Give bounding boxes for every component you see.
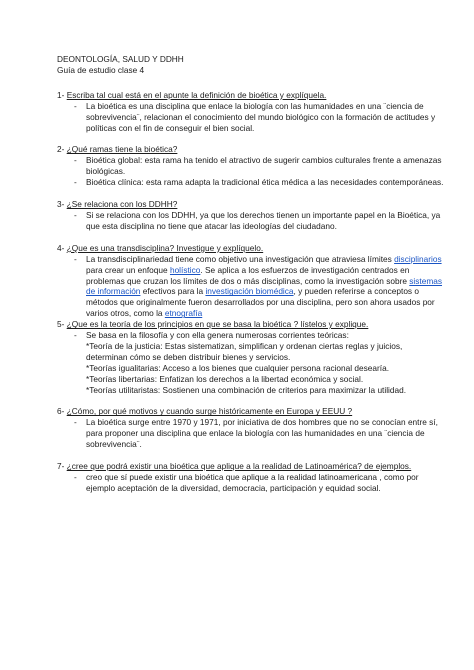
answer-text: . Se aplica a los esfuerzos de investigación centrados en problemas que cruzan los límites de dos o más disciplinas, como la investigación sobre [86, 264, 410, 286]
answer-text: , y pueden referirse a conceptos o métodos que originalmente fueron desarrollados por una disciplina, pero son ahora usados por varios otros, como la [86, 286, 435, 319]
question-text: ¿Se relaciona con los DDHH? [66, 199, 178, 210]
question-text: ¿cree que podrá existir una bioética que aplique a la realidad de Latinoamérica? de ejemplos. [66, 461, 412, 472]
answer-list-1 [57, 101, 444, 134]
link-sistemas-de-informacion[interactable]: sistemas de información [86, 275, 443, 297]
question-5 [57, 319, 444, 330]
theory-note: *Teorías utilitaristas: Sostienen una combinación de criterios para maximizar la utilidad. [86, 384, 407, 395]
question-number: 7- [57, 461, 67, 472]
question-3 [57, 199, 444, 210]
answer-list-2 [57, 155, 444, 188]
answer-list-5 [57, 330, 444, 341]
document-title: DEONTOLOGÍA, SALUD Y DDHH [57, 54, 184, 64]
answer-item: - creo que sí puede existir una bioética que aplique a la realidad latinoamericana , como por ejemplo aceptación de la diversidad, democracia, participación y equidad social. [57, 472, 444, 494]
question-number: 6- [57, 406, 67, 417]
question-6 [57, 406, 444, 417]
question-7 [57, 461, 444, 472]
answer-list-6 [57, 417, 444, 450]
answer-list-4 [57, 254, 444, 319]
answer-item: - Se basa en la filosofía y con ella genera numerosas corrientes teóricas: [57, 330, 444, 341]
answer-list-3 [57, 210, 444, 232]
answer-text: para crear un enfoque [86, 264, 170, 275]
question-text: ¿Cómo, por qué motivos y cuando surge históricamente en Europa y EEUU ? [66, 406, 353, 417]
answer-item: - La bioética es una disciplina que enlace la biología con las humanidades en una ¨ciencia de sobrevivencia¨, relacionan el conocimiento del mundo biológico con la formación de actitudes y políticas con el fin de conseguir el bien social. [57, 101, 444, 134]
question-1 [57, 90, 444, 101]
theory-note: *Teorías libertarias: Enfatizan los derechos a la libertad económica y social. [86, 373, 364, 384]
theory-note: *Teoría de la justicia: Estas sistematizan, simplifican y ordenan ciertas reglas y juicios, determinan cómo se deben distribuir bienes y servicios. [86, 340, 403, 362]
answer-item [57, 254, 444, 319]
document-subtitle: Guía de estudio clase 4 [57, 64, 145, 75]
link-disciplinarios[interactable]: disciplinarios [394, 253, 442, 264]
question-number: 2- [57, 144, 67, 155]
question-4 [57, 243, 444, 254]
question-text: Escriba tal cual está en el apunte la definición de bioética y explíquela. [66, 89, 327, 100]
question-number: 4- [57, 242, 67, 253]
theory-note: *Teorías igualitarias: Acceso a los bienes que cualquier persona racional desearía. [86, 362, 390, 373]
link-etnografia[interactable]: etnografía [164, 308, 203, 319]
answer-text: La transdisciplinariedad tiene como objetivo una investigación que atraviesa límites [86, 253, 395, 264]
question-text: ¿Que es la teoría de los principios en que se basa la bioética ? lístelos y explique. [66, 319, 369, 330]
link-holistico[interactable]: holístico [169, 264, 201, 275]
question-number: 5- [57, 319, 67, 330]
answer-item: - La bioética surge entre 1970 y 1971, por iniciativa de dos hombres que no se conocían entre sí, para proponer una disciplina que enlace la biología con las humanidades en una ¨ciencia de sobrevivencia¨. [57, 417, 444, 450]
answer-item: - Bioética global: esta rama ha tenido el atractivo de sugerir cambios culturales frente a amenazas biológicas. [57, 155, 444, 177]
answer-item: - Si se relaciona con los DDHH, ya que los derechos tienen un importante papel en la Bioética, ya que esta disciplina no tiene que atacar las ideologías del ciudadano. [57, 210, 444, 232]
answer-list-7 [57, 472, 444, 494]
answer-item: - Bioética clínica: esta rama adapta la tradicional ética médica a las necesidades contemporáneas. [57, 177, 444, 188]
question-2 [57, 144, 444, 155]
answer-text: efectivos para la [140, 286, 206, 297]
question-text: ¿Qué ramas tiene la bioética? [66, 144, 178, 155]
question-text: ¿Que es una transdisciplina? Investigue y explíquelo. [66, 242, 264, 253]
question-number: 1- [57, 89, 67, 100]
question-number: 3- [57, 199, 67, 210]
link-investigacion-biomedica[interactable]: investigación biomédica [205, 286, 294, 297]
